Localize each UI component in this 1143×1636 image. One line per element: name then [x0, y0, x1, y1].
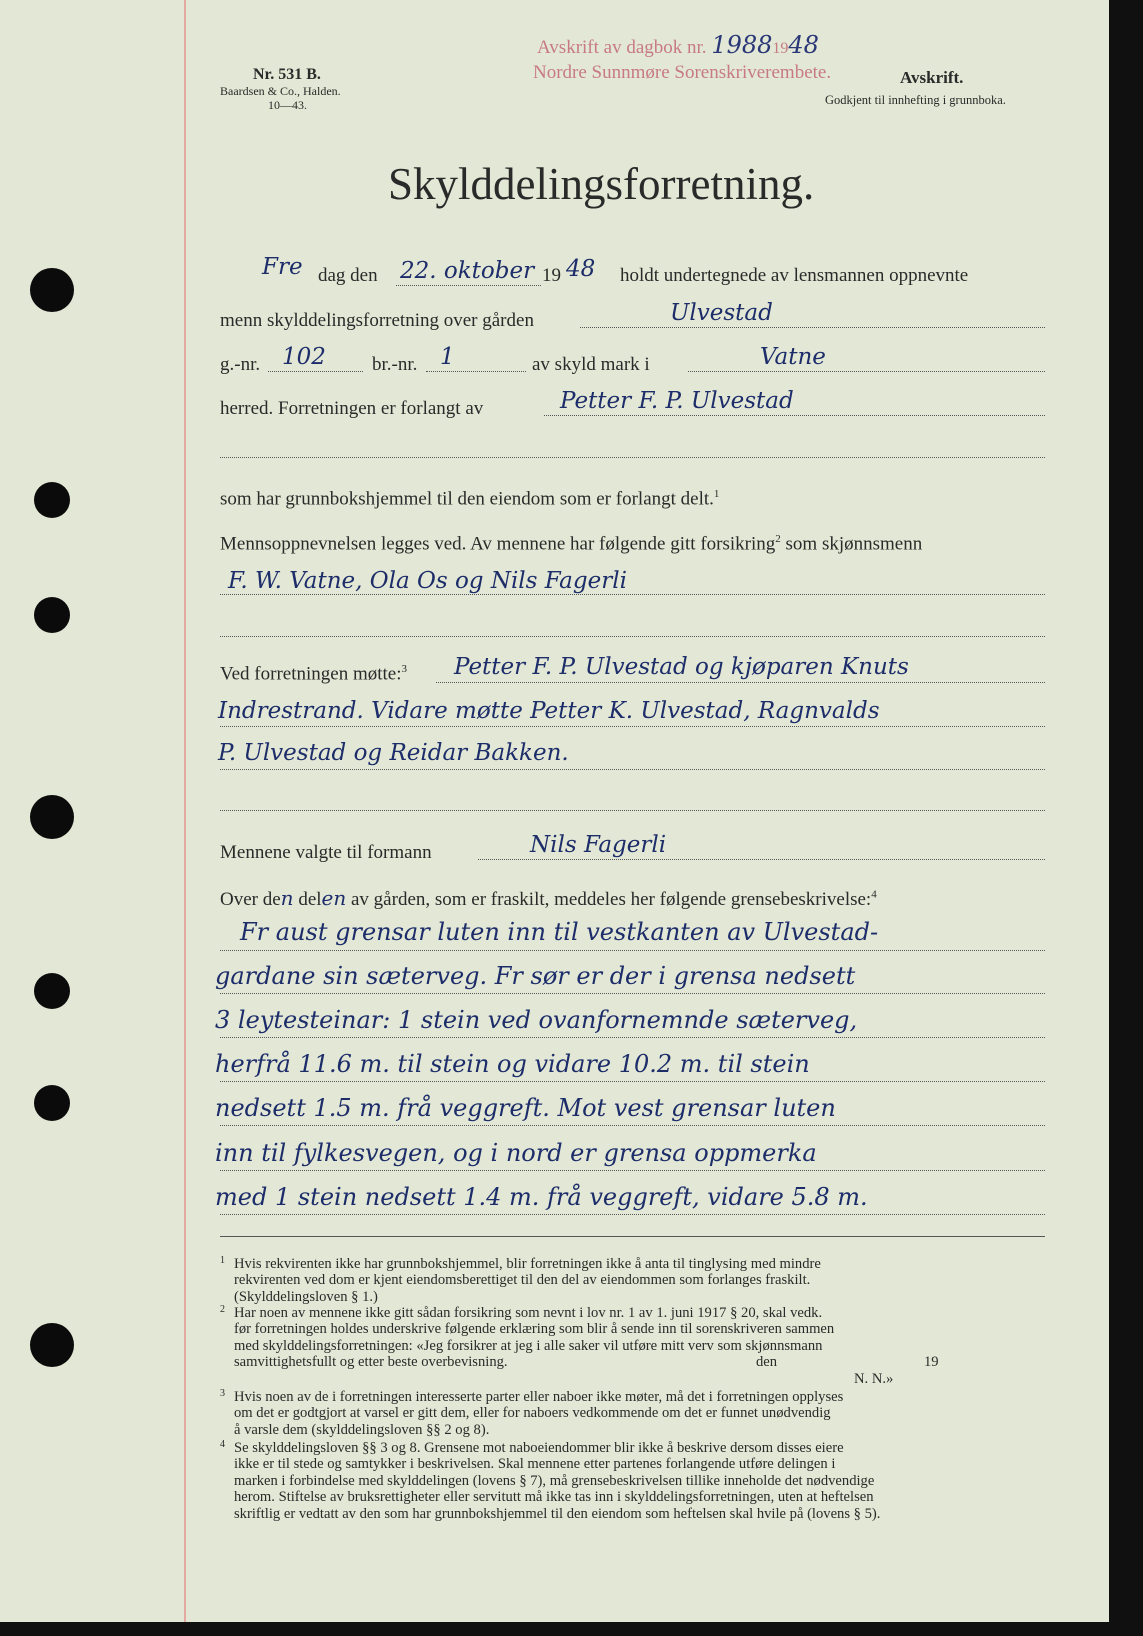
- blank-line: [220, 636, 1045, 637]
- footnote-ref: 4: [871, 888, 877, 901]
- footnote-line: med skylddelingsforretningen: «Jeg forsikrer at jeg i alle saker vil utføre mitt verv som skjønnsmann: [234, 1337, 823, 1354]
- gnr-underline: [268, 371, 363, 372]
- attendees-underline: [220, 769, 1045, 770]
- formann-label: Mennene valgte til formann: [220, 842, 432, 863]
- footnote-line: [234, 1354, 939, 1371]
- punch-hole: [34, 482, 70, 518]
- grunnbok-text: som har grunnbokshjemmel til den eiendom som er forlangt delt.: [220, 488, 714, 510]
- farm-label: menn skylddelingsforretning over gården: [220, 310, 534, 331]
- footnote-line: før forretningen holdes underskrive følgende erklæring som blir å sende inn til sorenskriveren sammen: [234, 1321, 835, 1338]
- boundary-underline: [220, 1037, 1045, 1038]
- menn-statement: [220, 533, 922, 555]
- footnote-ref: 2: [775, 533, 781, 545]
- stamp-dagbok-number: 1988: [711, 31, 773, 59]
- boundary-line-5: nedsett 1.5 m. frå veggreft. Mot vest grensar luten: [215, 1094, 836, 1122]
- punch-hole: [34, 597, 70, 633]
- scan-edge-right: [1109, 0, 1143, 1636]
- footnote-line: om det er godtgjort at varsel er gitt dem, eller for naboers vedkommende om det er funnet unødvendig: [234, 1405, 831, 1422]
- footnote-line: [234, 1370, 894, 1387]
- print-date: 10—43.: [268, 98, 307, 112]
- footnote-year: 19: [924, 1354, 939, 1371]
- footnote-number: 4: [220, 1439, 225, 1450]
- punch-hole: [34, 973, 70, 1009]
- footnote-number: 3: [220, 1388, 225, 1399]
- boundary-underline: [220, 1125, 1045, 1126]
- date-underline: [396, 285, 541, 286]
- printer-name: Baardsen & Co., Halden.: [220, 84, 341, 98]
- boundary-intro-a: Over de: [220, 889, 281, 910]
- farm-underline: [580, 327, 1045, 328]
- skyld-label: av skyld mark i: [532, 354, 650, 375]
- boundary-underline: [220, 993, 1045, 994]
- boundary-underline: [220, 1214, 1045, 1215]
- mote-label-text: Ved forretningen møtte:: [220, 663, 402, 685]
- boundary-line-3: 3 leytesteinar: 1 stein ved ovanfornemnde sæterveg,: [215, 1006, 858, 1034]
- blank-line: [220, 810, 1045, 811]
- attendees-line-3: P. Ulvestad og Reidar Bakken.: [218, 740, 569, 766]
- bnr-underline: [426, 371, 526, 372]
- copy-label: Avskrift.: [900, 68, 964, 87]
- boundary-intro-b: del: [298, 889, 322, 910]
- footnote-number: 1: [220, 1255, 225, 1266]
- requester-underline: [544, 415, 1045, 416]
- footnote-line: herom. Stiftelse av bruksrettigheter eller servitutt må ikke tas inn i skylddelingsforretningen, uten at heftelsen: [234, 1489, 874, 1506]
- punch-hole: [30, 795, 74, 839]
- menn-text: Mennsoppnevnelsen legges ved. Av mennene har følgende gitt forsikring: [220, 533, 776, 555]
- skyld-underline: [688, 371, 1045, 372]
- attendees-line-1: Petter F. P. Ulvestad og kjøparen Knuts: [454, 654, 909, 680]
- punch-hole: [30, 268, 74, 312]
- stamp-dagbok-line: [537, 31, 819, 59]
- form-number: Nr. 531 B.: [253, 66, 321, 83]
- attendees-underline: [220, 726, 1045, 727]
- footnote-signature: N. N.»: [854, 1370, 894, 1387]
- date-prefix: Fre: [262, 254, 303, 280]
- footnote-line: rekvirenten ved dom er kjent eiendomsberettiget til den del av eiendommen som forlanges fraskilt.: [234, 1272, 811, 1289]
- footnote-den: den: [756, 1354, 778, 1371]
- stamp-court-name: Nordre Sunnmøre Sorenskriverembete.: [533, 62, 832, 83]
- footnote-2: [220, 1304, 939, 1387]
- footnote-line: Har noen av mennene ikke gitt sådan forsikring som nevnt i lov nr. 1 av 1. juni 1917 § 20, skal vedk.: [234, 1305, 823, 1321]
- boundary-line-2: gardane sin sæterveg. Fr sør er der i grensa nedsett: [215, 962, 856, 990]
- farm-name: Ulvestad: [670, 300, 773, 326]
- punch-hole: [30, 1323, 74, 1367]
- blank-line: [220, 457, 1045, 458]
- bnr-label: br.-nr.: [372, 354, 418, 375]
- footnote-separator: [220, 1236, 1045, 1237]
- footnote-line: Hvis rekvirenten ikke har grunnbokshjemmel, blir forretningen ikke å anta til tinglysing med mindre: [234, 1256, 821, 1272]
- footnote-line: marken i forbindelse med skylddelingen (lovens § 7), må grensebeskrivelsen tillike inneholde det nødvendige: [234, 1472, 875, 1489]
- gnr-label: g.-nr.: [220, 354, 261, 375]
- boundary-line-4: herfrå 11.6 m. til stein og vidare 10.2 m. til stein: [215, 1050, 810, 1078]
- boundary-intro-c: av gården, som er fraskilt, meddeles her følgende grensebeskrivelse:: [351, 889, 872, 910]
- footnote-4: [220, 1439, 881, 1522]
- boundary-underline: [220, 950, 1045, 951]
- boundary-line-1: Fr aust grensar luten inn til vestkanten av Ulvestad-: [240, 918, 879, 946]
- footnote-ref: 1: [713, 488, 720, 500]
- men-names: F. W. Vatne, Ola Os og Nils Fagerli: [228, 568, 627, 594]
- bnr-value: 1: [440, 344, 455, 370]
- skyld-value: Vatne: [760, 344, 826, 370]
- footnote-text: samvittighetsfullt og etter beste overbevisning.: [234, 1354, 508, 1371]
- dag-den-label: dag den: [318, 265, 378, 286]
- mote-label: [220, 663, 407, 685]
- footnote-3: [220, 1388, 844, 1438]
- date-suffix: holdt undertegnede av lensmannen oppnevnte: [620, 265, 969, 286]
- footnote-line: skriftlig er vedtatt av den som har grunnbokshjemmel til den eiendom som heftelsen skal hvile på (lovens § 5).: [234, 1505, 881, 1522]
- footnote-line: ikke er til stede og samtykker i beskrivelsen. Skal mennene etter partenes forlangende utføre delingen i: [234, 1456, 836, 1473]
- grunnbok-statement: [220, 488, 719, 510]
- boundary-intro: [220, 886, 877, 911]
- herred-label: herred. Forretningen er forlangt av: [220, 398, 484, 419]
- men-underline: [220, 594, 1045, 595]
- formann-value: Nils Fagerli: [530, 832, 667, 858]
- boundary-underline: [220, 1081, 1045, 1082]
- date-value: 22. oktober: [400, 258, 535, 284]
- footnote-line: Hvis noen av de i forretningen interesserte parter eller naboer ikke møter, må det i forretningen opplyses: [234, 1389, 844, 1405]
- mote-underline: [436, 682, 1045, 683]
- stamp-dagbok-label: Avskrift av dagbok nr.: [537, 37, 707, 58]
- boundary-intro-hand-2: en: [321, 886, 347, 910]
- requester-name: Petter F. P. Ulvestad: [560, 388, 794, 414]
- attendees-line-2: Indrestrand. Vidare møtte Petter K. Ulvestad, Ragnvalds: [218, 698, 880, 724]
- footnote-1: [220, 1255, 821, 1305]
- boundary-line-7: med 1 stein nedsett 1.4 m. frå veggreft, vidare 5.8 m.: [215, 1183, 868, 1211]
- page-title: Skylddelingsforretning.: [388, 159, 815, 209]
- punch-hole: [34, 1085, 70, 1121]
- boundary-intro-hand-1: n: [280, 886, 294, 910]
- approval-note: Godkjent til innhefting i grunnboka.: [825, 93, 1006, 107]
- footnote-ref: 3: [401, 663, 408, 675]
- year-value: 48: [566, 256, 596, 282]
- boundary-underline: [220, 1170, 1045, 1171]
- footnote-number: 2: [220, 1304, 225, 1315]
- stamp-century: 19: [772, 40, 789, 57]
- boundary-line-6: inn til fylkesvegen, og i nord er grensa oppmerka: [215, 1139, 817, 1167]
- gnr-value: 102: [282, 344, 326, 370]
- footnote-line: Se skylddelingsloven §§ 3 og 8. Grensene mot naboeiendommer blir ikke å beskrive dersom disses eiere: [234, 1440, 844, 1456]
- scan-edge-bottom: [0, 1622, 1143, 1636]
- formann-underline: [478, 859, 1045, 860]
- stamp-year: 48: [788, 31, 819, 59]
- footnote-line: (Skylddelingsloven § 1.): [234, 1288, 378, 1305]
- menn-suffix: som skjønnsmenn: [780, 533, 923, 555]
- year-century: 19: [542, 265, 561, 286]
- footnote-line: å varsle dem (skylddelingsloven §§ 2 og 8).: [234, 1421, 490, 1438]
- margin-rule: [184, 0, 186, 1636]
